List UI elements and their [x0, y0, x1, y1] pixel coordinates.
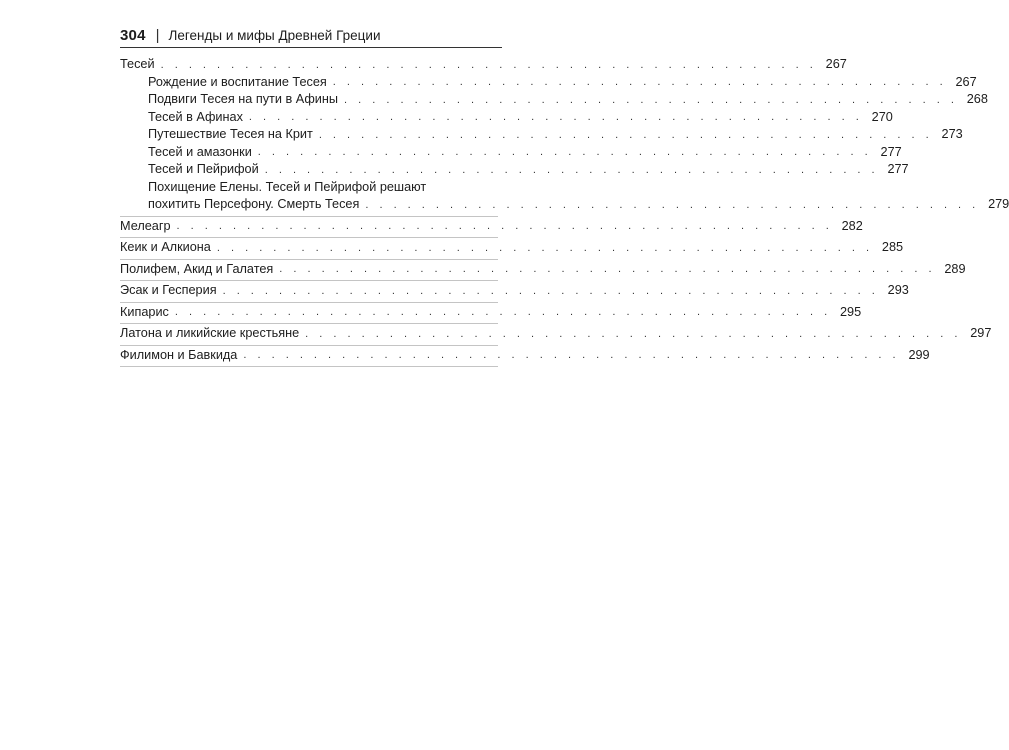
toc-group: [120, 346, 930, 368]
toc-leader-dots: . . . . . . . . . . . . . . . . . . . . . . . . . . . . . . . . . . . . . . . . . . . .: [344, 93, 958, 106]
toc-leader-dots: . . . . . . . . . . . . . . . . . . . . . . . . . . . . . . . . . . . . . . . . . . . . . . .: [176, 220, 833, 232]
toc-leader-dots: . . . . . . . . . . . . . . . . . . . . . . . . . . . . . . . . . . . . . . . . . . . . . . .: [279, 263, 936, 275]
toc-leader-dots: . . . . . . . . . . . . . . . . . . . . . . . . . . . . . . . . . . . . . . . . . . . . . . .: [305, 327, 962, 340]
toc-subentry-page: 267: [955, 74, 977, 89]
toc-entry-page: 293: [887, 283, 909, 297]
toc-subentry: [120, 74, 977, 92]
toc-group: [120, 238, 904, 260]
toc-subentry-title: Подвиги Тесея на пути в Афины: [148, 92, 339, 106]
toc-entry-title: Кипарис: [120, 304, 169, 319]
toc-entry-page: 267: [825, 57, 847, 71]
page-number: 304: [120, 26, 146, 44]
toc-group-theseus: [120, 55, 1009, 217]
toc-entry-title: Эсак и Гесперия: [120, 283, 217, 297]
toc-subentry-title: Тесей и Пейрифой: [148, 162, 259, 176]
toc-entry-page: 295: [839, 304, 862, 319]
toc-leader-dots: . . . . . . . . . . . . . . . . . . . . . . . . . . . . . . . . . . . . . . . . . . . . . . .: [174, 306, 832, 318]
toc-subentry-title: Путешествие Тесея на Крит: [148, 127, 313, 141]
header-separator: |: [155, 26, 160, 44]
toc-entry: [120, 261, 966, 279]
toc-subentry-multiline: [120, 179, 1009, 214]
toc-entry-title: Тесей: [120, 57, 155, 71]
toc-subentry-page: 277: [887, 162, 909, 176]
toc-subentry-page: 270: [871, 109, 893, 124]
toc-subentry: [120, 161, 909, 179]
toc-leader-dots: . . . . . . . . . . . . . . . . . . . . . . . . . . . . . . . . . . . . . . . . . . . .: [257, 146, 872, 158]
toc-subentry-title: Тесей в Афинах: [148, 109, 243, 124]
table-of-contents: [120, 55, 1009, 367]
toc-group: [120, 260, 966, 282]
toc-entry: [120, 56, 847, 74]
toc-group: [120, 324, 992, 346]
toc-entry: [120, 239, 904, 257]
toc-subentry-title-line2: похитить Персефону. Смерть Тесея: [148, 197, 360, 211]
toc-subentry-page: 268: [966, 92, 988, 106]
toc-entry-title: Латона и ликийские крестьяне: [120, 326, 300, 340]
toc-group: [120, 303, 862, 325]
toc-leader-dots: . . . . . . . . . . . . . . . . . . . . . . . . . . . . . . . . . . . . . . . . . . . .: [248, 111, 863, 123]
toc-subentry: [120, 126, 963, 144]
page-header: [120, 24, 502, 46]
toc-entry-title: Кеик и Алкиона: [120, 240, 211, 254]
toc-entry-page: 282: [841, 218, 863, 233]
toc-subentry: [120, 109, 893, 127]
toc-subentry-page: 273: [941, 127, 963, 141]
toc-group: [120, 281, 909, 303]
toc-leader-dots: . . . . . . . . . . . . . . . . . . . . . . . . . . . . . . . . . . . . . . . . . . . . . . .: [160, 58, 817, 71]
toc-group: [120, 217, 863, 239]
toc-entry-page: 297: [970, 326, 992, 340]
toc-subentry: [120, 144, 902, 162]
toc-subentry: [120, 91, 988, 109]
toc-entry: [120, 218, 863, 236]
toc-entry-page: 299: [908, 347, 930, 362]
toc-leader-dots: . . . . . . . . . . . . . . . . . . . . . . . . . . . . . . . . . . . . . . . . . . . .: [365, 198, 980, 211]
toc-subentry-page: 279: [988, 197, 1009, 211]
toc-leader-dots: . . . . . . . . . . . . . . . . . . . . . . . . . . . . . . . . . . . . . . . . . . . .: [318, 128, 933, 141]
toc-subentry-title: Рождение и воспитание Тесея: [148, 74, 327, 89]
toc-entry-title: Мелеагр: [120, 218, 171, 233]
toc-entry: [120, 347, 930, 365]
toc-leader-dots: . . . . . . . . . . . . . . . . . . . . . . . . . . . . . . . . . . . . . . . . . . . .: [332, 76, 947, 88]
toc-leader-dots: . . . . . . . . . . . . . . . . . . . . . . . . . . . . . . . . . . . . . . . . . . . . . . .: [216, 241, 874, 254]
toc-subentry-page: 277: [880, 144, 902, 159]
toc-entry-title: Полифем, Акид и Галатея: [120, 261, 274, 276]
toc-leader-dots: . . . . . . . . . . . . . . . . . . . . . . . . . . . . . . . . . . . . . . . . . . . .: [264, 163, 879, 176]
header-rule: [120, 47, 502, 48]
toc-entry-page: 285: [881, 240, 904, 254]
toc-subentry-title-line1: Похищение Елены. Тесей и Пейрифой решают: [148, 179, 427, 194]
toc-subentry-line2: [148, 196, 1009, 214]
toc-leader-dots: . . . . . . . . . . . . . . . . . . . . . . . . . . . . . . . . . . . . . . . . . . . . . . .: [222, 284, 879, 297]
running-title: Легенды и мифы Древней Греции: [168, 27, 381, 43]
toc-entry: [120, 282, 909, 300]
toc-leader-dots: . . . . . . . . . . . . . . . . . . . . . . . . . . . . . . . . . . . . . . . . . . . . . . .: [243, 349, 900, 361]
toc-entry: [120, 325, 992, 343]
toc-subentry-title: Тесей и амазонки: [148, 144, 252, 159]
toc-entry-page: 289: [944, 261, 966, 276]
toc-entry: [120, 304, 862, 322]
toc-entry-title: Филимон и Бавкида: [120, 347, 238, 362]
